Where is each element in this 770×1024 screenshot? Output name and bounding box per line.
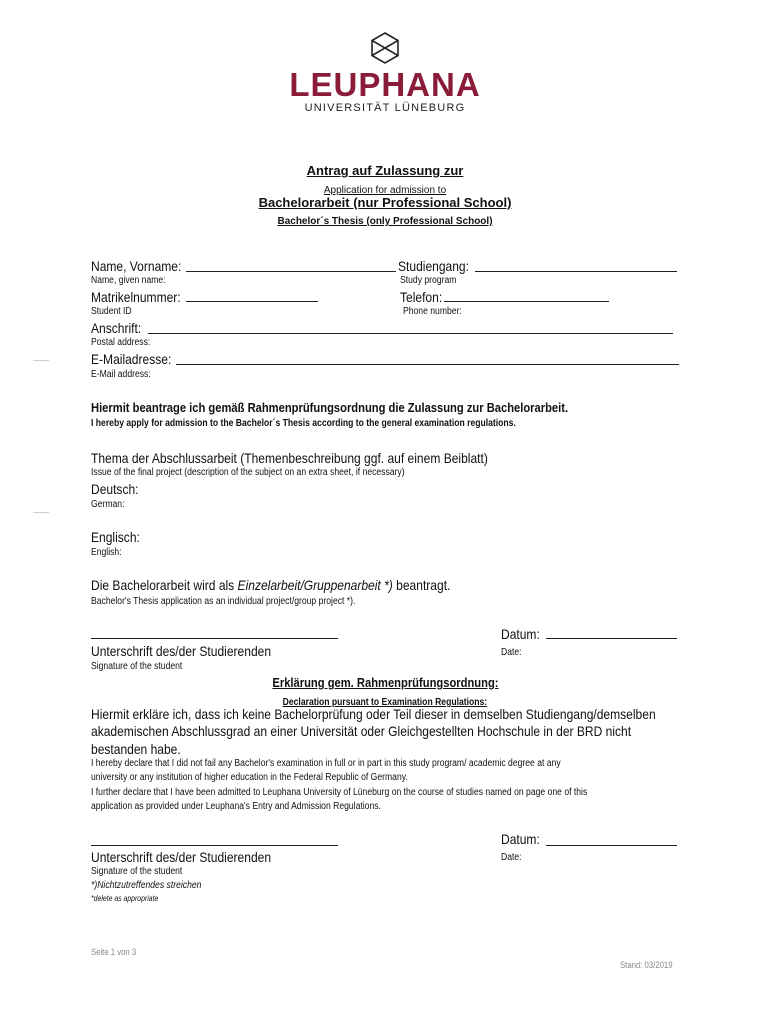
address-field[interactable]: [148, 333, 673, 334]
signature-field-2[interactable]: [91, 845, 338, 846]
id-field[interactable]: [186, 301, 318, 302]
name-label-en: Name, given name:: [91, 275, 166, 286]
date-field[interactable]: [546, 638, 677, 639]
apply-statement-en: I hereby apply for admission to the Bachelor´s Thesis according to the general examination regulations.: [91, 418, 516, 429]
date-label-2: Datum:: [501, 831, 540, 847]
id-label-en: Student ID: [91, 306, 132, 317]
date-label: Datum:: [501, 626, 540, 642]
phone-label-en: Phone number:: [403, 306, 462, 317]
apply-statement: Hiermit beantrage ich gemäß Rahmenprüfungsordnung die Zulassung zur Bachelorarbeit.: [91, 400, 569, 415]
program-label-en: Study program: [400, 275, 457, 286]
declaration-text-line: akademischen Abschlussgrad an einer Universität oder Gleichgestellten Hochschule in der BRD nicht: [91, 723, 632, 739]
strike-note: *)Nichtzutreffendes streichen: [91, 880, 202, 891]
thesis-type-statement: [91, 577, 450, 593]
declaration-en-line: I hereby declare that I did not fail any Bachelor's examination in full or in part in this study program/ academic degree at any: [91, 758, 561, 769]
declaration-text-line: Hiermit erkläre ich, dass ich keine Bachelorprüfung oder Teil dieser in demselben Studiengang/demselben: [91, 706, 656, 722]
phone-label: Telefon:: [400, 289, 443, 305]
declaration-title-wrap: [0, 674, 770, 692]
email-label: E-Mailadresse:: [91, 351, 172, 367]
title-de-wrap: [0, 162, 770, 180]
subtitle-de: Bachelorarbeit (nur Professional School): [258, 195, 512, 210]
name-label: Name, Vorname:: [91, 258, 182, 274]
date-field-2[interactable]: [546, 845, 677, 846]
signature-label-en: Signature of the student: [91, 661, 183, 672]
thesis-type-suffix: beantragt.: [392, 577, 451, 593]
signature-label: Unterschrift des/der Studierenden: [91, 643, 272, 659]
id-label: Matrikelnummer:: [91, 289, 181, 305]
declaration-en-line: I further declare that I have been admitted to Leuphana University of Lüneburg on the course of studies named on page one of this: [91, 787, 588, 798]
page-number: Seite 1 von 3: [91, 947, 137, 957]
date-label-en-2: Date:: [501, 852, 522, 863]
hexagon-cube-icon: [370, 32, 400, 64]
logo-wordmark: LEUPHANA: [289, 66, 481, 103]
title-de: Antrag auf Zulassung zur: [306, 163, 464, 178]
margin-mark: [33, 360, 49, 361]
logo-subtitle: UNIVERSITÄT LÜNEBURG: [304, 102, 466, 114]
subtitle-en: Bachelor´s Thesis (only Professional School): [277, 216, 493, 227]
thesis-type-options[interactable]: Einzelarbeit/Gruppenarbeit *): [237, 577, 393, 593]
german-label: Deutsch:: [91, 481, 139, 497]
declaration-en-line: application as provided under Leuphana's Entry and Admission Regulations.: [91, 801, 381, 812]
thesis-type-en: Bachelor's Thesis application as an individual project/group project *).: [91, 596, 356, 607]
email-field[interactable]: [176, 364, 679, 365]
address-label-en: Postal address:: [91, 337, 151, 348]
topic-heading: Thema der Abschlussarbeit (Themenbeschreibung ggf. auf einem Beiblatt): [91, 450, 488, 466]
program-field[interactable]: [475, 271, 677, 272]
address-label: Anschrift:: [91, 320, 142, 336]
program-label: Studiengang:: [398, 258, 469, 274]
phone-field[interactable]: [444, 301, 609, 302]
signature-label-en-2: Signature of the student: [91, 866, 183, 877]
signature-label-2: Unterschrift des/der Studierenden: [91, 849, 272, 865]
margin-mark: [33, 512, 49, 513]
signature-field[interactable]: [91, 638, 338, 639]
thesis-type-prefix: Die Bachelorarbeit wird als: [91, 577, 238, 593]
strike-note-en: *delete as appropriate: [91, 894, 159, 903]
subtitle-de-wrap: [0, 194, 770, 212]
leuphana-logo: [260, 30, 510, 115]
declaration-text-line: bestanden habe.: [91, 741, 181, 757]
title-en: Application for admission to: [323, 185, 447, 196]
subtitle-en-wrap: [0, 211, 770, 229]
english-label-en: English:: [91, 547, 122, 558]
date-label-en: Date:: [501, 647, 522, 658]
name-field[interactable]: [186, 271, 396, 272]
declaration-title: Erklärung gem. Rahmenprüfungsordnung:: [271, 675, 499, 690]
declaration-title-en: Declaration pursuant to Examination Regulations:: [282, 697, 488, 708]
german-label-en: German:: [91, 499, 125, 510]
version-stamp: Stand: 03/2019: [620, 960, 673, 970]
declaration-en-line: university or any institution of higher education in the Federal Republic of Germany.: [91, 772, 408, 783]
topic-heading-en: Issue of the final project (description of the subject on an extra sheet, if necessary): [91, 467, 405, 478]
email-label-en: E-Mail address:: [91, 369, 151, 380]
english-label: Englisch:: [91, 529, 140, 545]
